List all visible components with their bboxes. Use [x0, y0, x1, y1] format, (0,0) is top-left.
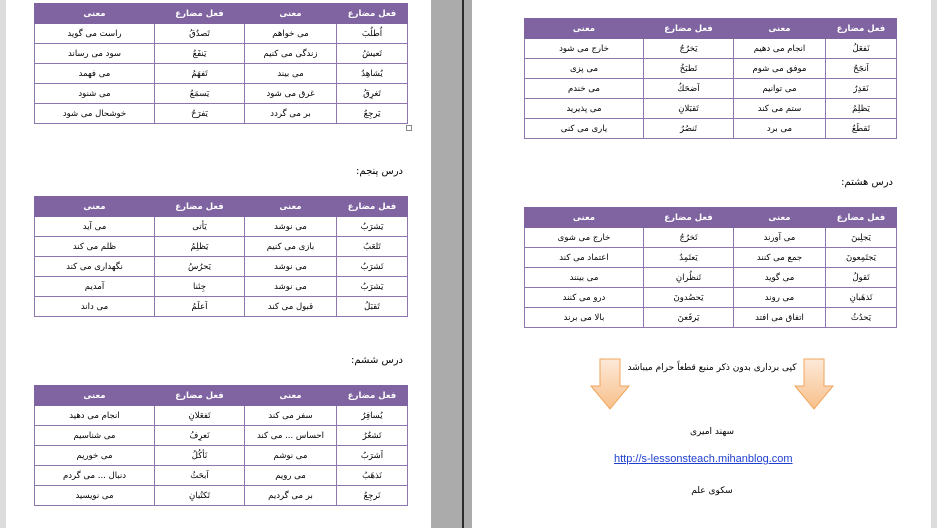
- meaning-cell: می توانیم: [734, 79, 826, 99]
- meaning-cell: می پذیرید: [525, 99, 644, 119]
- meaning-cell: می شناسیم: [35, 426, 155, 446]
- section-title: درس ششم:: [351, 355, 403, 366]
- meaning-cell: خوشحال می شود: [35, 104, 155, 124]
- col-header-meaning: معنی: [35, 4, 155, 24]
- verb-cell: یَنفَعُ: [155, 44, 245, 64]
- document-page-left: [0, 0, 431, 528]
- meaning-cell: ستم می کند: [734, 99, 826, 119]
- meaning-cell: می داند: [35, 297, 155, 317]
- meaning-cell: سود می رساند: [35, 44, 155, 64]
- table-row: [525, 119, 897, 139]
- section-title: درس پنجم:: [356, 166, 403, 177]
- meaning-cell: خارج می شوی: [525, 228, 644, 248]
- vocab-table: [524, 18, 897, 139]
- col-header-verb: فعل مضارع: [155, 197, 245, 217]
- table-row: [35, 297, 408, 317]
- meaning-cell: بر می گردیم: [245, 486, 337, 506]
- verb-cell: تَطبَخُ: [644, 59, 734, 79]
- table-row: [35, 446, 408, 466]
- col-header-verb: فعل مضارع: [644, 208, 734, 228]
- col-header-meaning: معنی: [525, 19, 644, 39]
- table-row: [35, 84, 408, 104]
- meaning-cell: بازی می کنیم: [245, 237, 337, 257]
- meaning-cell: اعتماد می کند: [525, 248, 644, 268]
- table-row: [35, 237, 408, 257]
- col-header-meaning: معنی: [245, 4, 337, 24]
- table-row: [35, 466, 408, 486]
- meaning-cell: می نوشد: [245, 257, 337, 277]
- meaning-cell: می خوریم: [35, 446, 155, 466]
- verb-cell: یَظلِمُ: [826, 99, 897, 119]
- copyright-notice: کپی برداری بدون ذکر منبع قطعاً حرام میباشد: [627, 363, 797, 373]
- meaning-cell: بر می گردد: [245, 104, 337, 124]
- verb-cell: نَعرِفُ: [155, 426, 245, 446]
- verb-cell: یَسمَعُ: [155, 84, 245, 104]
- verb-cell: یَأتی: [155, 217, 245, 237]
- col-header-verb: فعل مضارع: [826, 208, 897, 228]
- meaning-cell: اتفاق می افتد: [734, 308, 826, 328]
- table-row: [35, 257, 408, 277]
- verb-cell: تَنصُرُ: [644, 119, 734, 139]
- meaning-cell: دنبال ... می گردم: [35, 466, 155, 486]
- meaning-cell: غرق می شود: [245, 84, 337, 104]
- verb-cell: تَلعَبُ: [337, 237, 408, 257]
- vocab-table: [34, 196, 408, 317]
- meaning-cell: انجام می دهیم: [734, 39, 826, 59]
- meaning-cell: می نویسید: [35, 486, 155, 506]
- meaning-cell: بالا می برند: [525, 308, 644, 328]
- verb-cell: تَفهَمُ: [155, 64, 245, 84]
- verb-cell: تَغرِقُ: [337, 84, 408, 104]
- table-row: [525, 59, 897, 79]
- verb-cell: تَقولُ: [826, 268, 897, 288]
- verb-cell: تَقبَلانِ: [644, 99, 734, 119]
- meaning-cell: می فهمد: [35, 64, 155, 84]
- meaning-cell: می خندم: [525, 79, 644, 99]
- meaning-cell: جمع می کنند: [734, 248, 826, 268]
- col-header-meaning: معنی: [245, 197, 337, 217]
- verb-cell: تَخرُجُ: [644, 228, 734, 248]
- section-title: درس هشتم:: [841, 177, 893, 188]
- meaning-cell: انجام می دهید: [35, 406, 155, 426]
- meaning-cell: قبول می کند: [245, 297, 337, 317]
- verb-cell: تَذهَبانِ: [826, 288, 897, 308]
- verb-cell: تَقبَلُ: [337, 297, 408, 317]
- meaning-cell: راست می گوید: [35, 24, 155, 44]
- meaning-cell: می گوید: [734, 268, 826, 288]
- table-row: [35, 104, 408, 124]
- verb-cell: یَظلِمُ: [155, 237, 245, 257]
- meaning-cell: ظلم می کند: [35, 237, 155, 257]
- verb-cell: اَنجَحُ: [826, 59, 897, 79]
- meaning-cell: می روند: [734, 288, 826, 308]
- verb-cell: تَصدُقُ: [155, 24, 245, 44]
- verb-cell: اَشرَبُ: [337, 446, 408, 466]
- meaning-cell: می آورند: [734, 228, 826, 248]
- verb-cell: یَحصُدونَ: [644, 288, 734, 308]
- verb-cell: یَرفَعنَ: [644, 308, 734, 328]
- author-name: سهند امیری: [689, 427, 735, 437]
- col-header-meaning: معنی: [734, 19, 826, 39]
- verb-cell: جِئنا: [155, 277, 245, 297]
- vocab-table: [34, 3, 408, 124]
- col-header-verb: فعل مضارع: [337, 197, 408, 217]
- page-edge: [931, 0, 937, 528]
- col-header-meaning: معنی: [525, 208, 644, 228]
- table-row: [525, 79, 897, 99]
- verb-cell: یُشاهِدُ: [337, 64, 408, 84]
- col-header-verb: فعل مضارع: [337, 4, 408, 24]
- verb-cell: نَذهَبُ: [337, 466, 408, 486]
- verb-cell: یَجلِبنَ: [826, 228, 897, 248]
- verb-cell: نَقدِرُ: [826, 79, 897, 99]
- table-row: [35, 486, 408, 506]
- verb-cell: تَفعَلانِ: [155, 406, 245, 426]
- table-row: [35, 426, 408, 446]
- verb-cell: یَشرَبُ: [337, 277, 408, 297]
- verb-cell: یَجتَمِعونَ: [826, 248, 897, 268]
- table-row: [525, 308, 897, 328]
- table-row: [35, 64, 408, 84]
- col-header-verb: فعل مضارع: [155, 4, 245, 24]
- verb-cell: یَحرُسُ: [155, 257, 245, 277]
- col-header-meaning: معنی: [35, 386, 155, 406]
- vocab-table: [524, 207, 897, 328]
- col-header-verb: فعل مضارع: [337, 386, 408, 406]
- verb-cell: اَضحَكُ: [644, 79, 734, 99]
- verb-cell: نَفعَلُ: [826, 39, 897, 59]
- verb-cell: یَعتَمِدُ: [644, 248, 734, 268]
- table-row: [35, 406, 408, 426]
- vocab-table: [34, 385, 408, 506]
- table-row: [35, 24, 408, 44]
- meaning-cell: می شنود: [35, 84, 155, 104]
- meaning-cell: می برد: [734, 119, 826, 139]
- meaning-cell: درو می کنند: [525, 288, 644, 308]
- meaning-cell: می بینند: [525, 268, 644, 288]
- meaning-cell: می خواهم: [245, 24, 337, 44]
- meaning-cell: احساس ... می کند: [245, 426, 337, 446]
- verb-cell: نَرجِعُ: [337, 486, 408, 506]
- table-row: [525, 248, 897, 268]
- page-edge: [0, 0, 6, 528]
- col-header-verb: فعل مضارع: [644, 19, 734, 39]
- page-divider: [462, 0, 464, 528]
- document-page-right: [472, 0, 937, 528]
- meaning-cell: خارج می شود: [525, 39, 644, 59]
- meaning-cell: نگهداری می کند: [35, 257, 155, 277]
- blog-link[interactable]: http://s-lessonsteach.mihanblog.com: [614, 453, 793, 465]
- meaning-cell: می بیند: [245, 64, 337, 84]
- col-header-verb: فعل مضارع: [155, 386, 245, 406]
- verb-cell: یَفرَحُ: [155, 104, 245, 124]
- verb-cell: نَأكُلُ: [155, 446, 245, 466]
- col-header-meaning: معنی: [35, 197, 155, 217]
- verb-cell: تَعیشُ: [337, 44, 408, 64]
- meaning-cell: آمدیم: [35, 277, 155, 297]
- verb-cell: تَكتُبانِ: [155, 486, 245, 506]
- meaning-cell: می نوشد: [245, 277, 337, 297]
- verb-cell: تَنظُرانِ: [644, 268, 734, 288]
- verb-cell: تَشعُرُ: [337, 426, 408, 446]
- verb-cell: یَرجِعُ: [337, 104, 408, 124]
- verb-cell: اُطلُبَ: [337, 24, 408, 44]
- verb-cell: یَشرَبُ: [337, 217, 408, 237]
- verb-cell: اَعلَمُ: [155, 297, 245, 317]
- meaning-cell: می پزی: [525, 59, 644, 79]
- table-row: [525, 99, 897, 119]
- meaning-cell: می نوشد: [245, 217, 337, 237]
- verb-cell: یَخرُجُ: [644, 39, 734, 59]
- col-header-verb: فعل مضارع: [826, 19, 897, 39]
- meaning-cell: می آید: [35, 217, 155, 237]
- table-row: [525, 268, 897, 288]
- table-row: [35, 217, 408, 237]
- col-header-meaning: معنی: [734, 208, 826, 228]
- verb-cell: یُسافِرُ: [337, 406, 408, 426]
- table-resize-handle[interactable]: [406, 125, 412, 131]
- verb-cell: تَشرَبُ: [337, 257, 408, 277]
- table-row: [525, 288, 897, 308]
- table-row: [525, 39, 897, 59]
- site-name: سکوی علم: [691, 486, 733, 496]
- meaning-cell: موفق می شوم: [734, 59, 826, 79]
- table-row: [35, 44, 408, 64]
- meaning-cell: زندگی می کنیم: [245, 44, 337, 64]
- verb-cell: تَقطَعُ: [826, 119, 897, 139]
- meaning-cell: می نوشم: [245, 446, 337, 466]
- meaning-cell: یاری می کنی: [525, 119, 644, 139]
- meaning-cell: سفر می کند: [245, 406, 337, 426]
- col-header-meaning: معنی: [245, 386, 337, 406]
- verb-cell: یَحدُثُ: [826, 308, 897, 328]
- table-row: [35, 277, 408, 297]
- table-row: [525, 228, 897, 248]
- verb-cell: اَبحَثُ: [155, 466, 245, 486]
- meaning-cell: می رویم: [245, 466, 337, 486]
